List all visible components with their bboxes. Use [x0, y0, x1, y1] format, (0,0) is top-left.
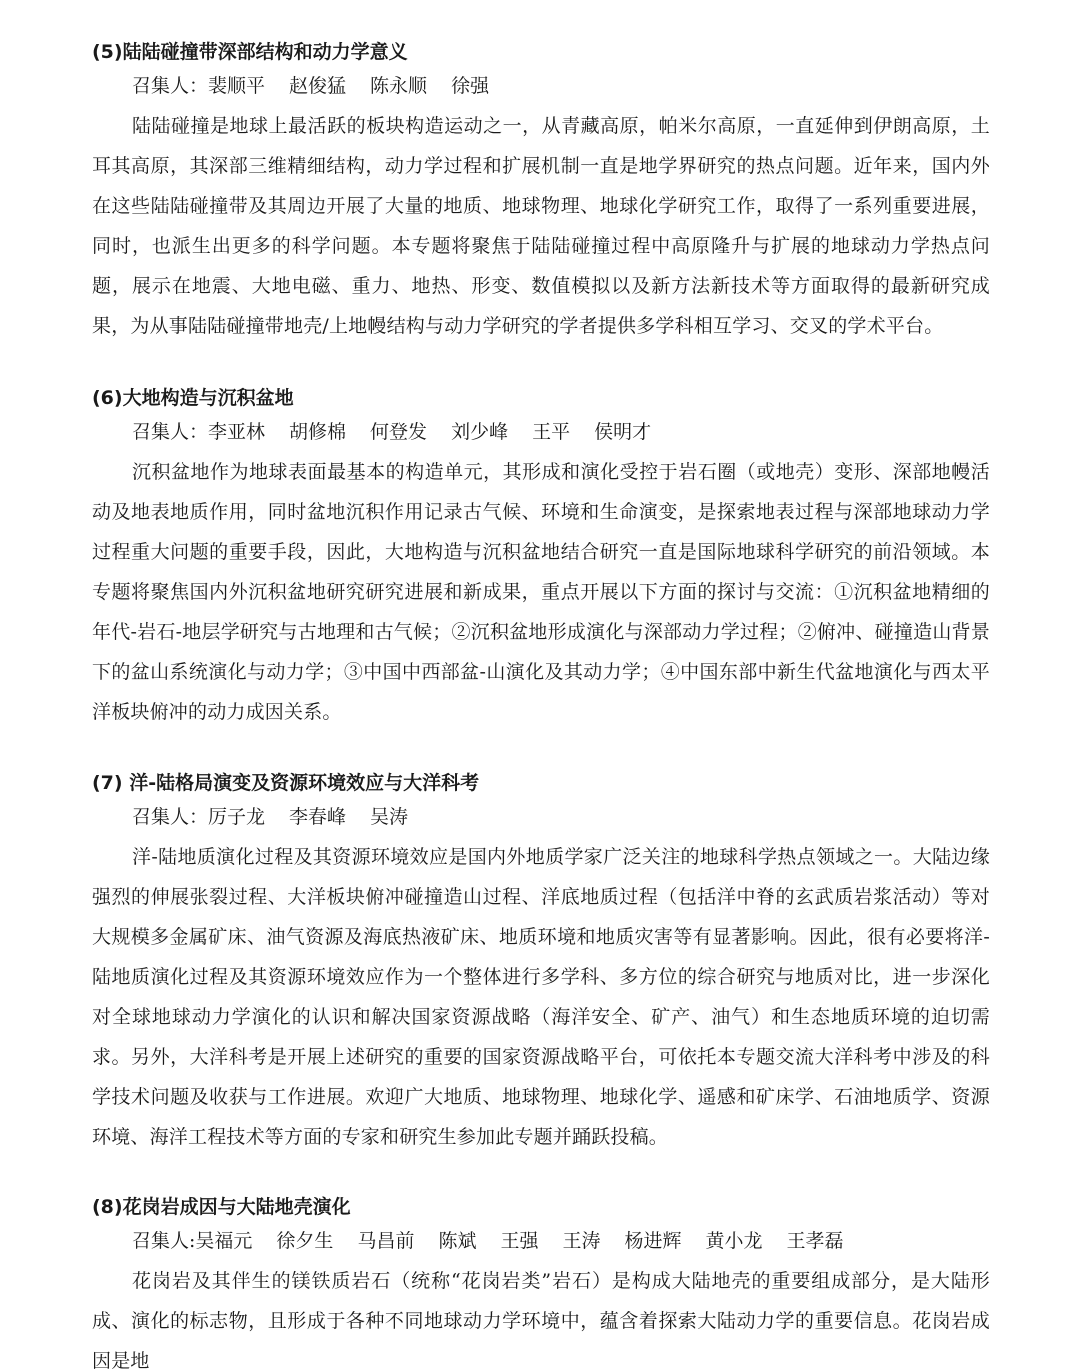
section-description: 沉积盆地作为地球表面最基本的构造单元，其形成和演化受控于岩石圈（或地壳）变形、深部地幔活动及地表地质作用，同时盆地沉积作用记录古气候、环境和生命演变，是探索地表过程与深部地球动力学过程重大问题的重要手段，因此，大地构造与沉积盆地结合研究一直是国际地球科学研究的前沿领域。本专题将聚焦国内外沉积盆地研究研究进展和新成果，重点开展以下方面的探讨与交流：①沉积盆地精细的年代-岩石-地层学研究与古地理和古气候；②沉积盆地形成演化与深部动力学过程；②俯冲、碰撞造山背景下的盆山系统演化与动力学；③中国中西部盆-山演化及其动力学；④中国东部中新生代盆地演化与西太平洋板块俯冲的动力成因关系。: [92, 461, 990, 723]
convenor-line: [92, 66, 990, 106]
convenor-label: 召集人：: [132, 806, 209, 828]
convenor-name: 徐强: [451, 75, 490, 97]
section-description: 陆陆碰撞是地球上最活跃的板块构造运动之一，从青藏高原，帕米尔高原，一直延伸到伊朗高原，土耳其高原，其深部三维精细结构，动力学过程和扩展机制一直是地学界研究的热点问题。近年来，国内外在这些陆陆碰撞带及其周边开展了大量的地质、地球物理、地球化学研究工作，取得了一系列重要进展，同时，也派生出更多的科学问题。本专题将聚焦于陆陆碰撞过程中高原隆升与扩展的地球动力学热点问题，展示在地震、大地电磁、重力、地热、形变、数值模拟以及新方法新技术等方面取得的最新研究成果，为从事陆陆碰撞带地壳/上地幔结构与动力学研究的学者提供多学科相互学习、交叉的学术平台。: [92, 115, 990, 337]
section-heading: (6)大地构造与沉积盆地: [92, 387, 294, 409]
convenor-line: [92, 797, 990, 837]
convenor-name: 王孝磊: [786, 1230, 844, 1252]
section-heading: (7) 洋-陆格局演变及资源环境效应与大洋科考: [92, 772, 480, 794]
convenor-name: 陈永顺: [370, 75, 428, 97]
convenor-name: 何登发: [370, 421, 428, 443]
convenor-name: 陈斌: [438, 1230, 477, 1252]
convenor-name: 李春峰: [289, 806, 347, 828]
convenor-name: 裴顺平: [208, 75, 266, 97]
convenor-name: 李亚林: [208, 421, 266, 443]
convenor-name: 吴涛: [370, 806, 409, 828]
convenor-name: 刘少峰: [451, 421, 509, 443]
topic-section-5: [92, 38, 990, 346]
convenor-name: 吴福元: [195, 1230, 253, 1252]
convenor-label: 召集人：: [132, 421, 209, 443]
convenor-line: [92, 412, 990, 452]
convenor-name: 王强: [500, 1230, 539, 1252]
convenor-line: [92, 1221, 990, 1261]
convenor-name: 王涛: [562, 1230, 601, 1252]
convenor-name: 厉子龙: [208, 806, 266, 828]
section-heading: (8)花岗岩成因与大陆地壳演化: [92, 1196, 351, 1218]
convenor-name: 王平: [532, 421, 571, 443]
convenor-name: 杨进辉: [624, 1230, 682, 1252]
topic-section-7: [92, 769, 990, 1157]
section-description: 洋-陆地质演化过程及其资源环境效应是国内外地质学家广泛关注的地球科学热点领域之一。大陆边缘强烈的伸展张裂过程、大洋板块俯冲碰撞造山过程、洋底地质过程（包括洋中脊的玄武质岩浆活动）等对大规模多金属矿床、油气资源及海底热液矿床、地质环境和地质灾害等有显著影响。因此，很有必要将洋-陆地质演化过程及其资源环境效应作为一个整体进行多学科、多方位的综合研究与地质对比，进一步深化对全球地球动力学演化的认识和解决国家资源战略（海洋安全、矿产、油气）和生态地质环境的迫切需求。另外，大洋科考是开展上述研究的重要的国家资源战略平台，可依托本专题交流大洋科考中涉及的科学技术问题及收获与工作进展。欢迎广大地质、地球物理、地球化学、遥感和矿床学、石油地质学、资源环境、海洋工程技术等方面的专家和研究生参加此专题并踊跃投稿。: [92, 846, 990, 1148]
convenor-name: 徐夕生: [276, 1230, 334, 1252]
topic-section-6: [92, 384, 990, 732]
convenor-name: 侯明才: [594, 421, 652, 443]
section-description: 花岗岩及其伴生的镁铁质岩石（统称“花岗岩类”岩石）是构成大陆地壳的重要组成部分，是大陆形成、演化的标志物，且形成于各种不同地球动力学环境中，蕴含着探索大陆动力学的重要信息。花岗岩成因是地: [92, 1270, 990, 1371]
convenor-label: 召集人:: [132, 1230, 196, 1252]
convenor-name: 黄小龙: [705, 1230, 763, 1252]
topic-section-8: [92, 1193, 990, 1371]
convenor-name: 赵俊猛: [289, 75, 347, 97]
convenor-label: 召集人：: [132, 75, 209, 97]
section-heading: (5)陆陆碰撞带深部结构和动力学意义: [92, 41, 408, 63]
convenor-name: 马昌前: [357, 1230, 415, 1252]
convenor-name: 胡修棉: [289, 421, 347, 443]
